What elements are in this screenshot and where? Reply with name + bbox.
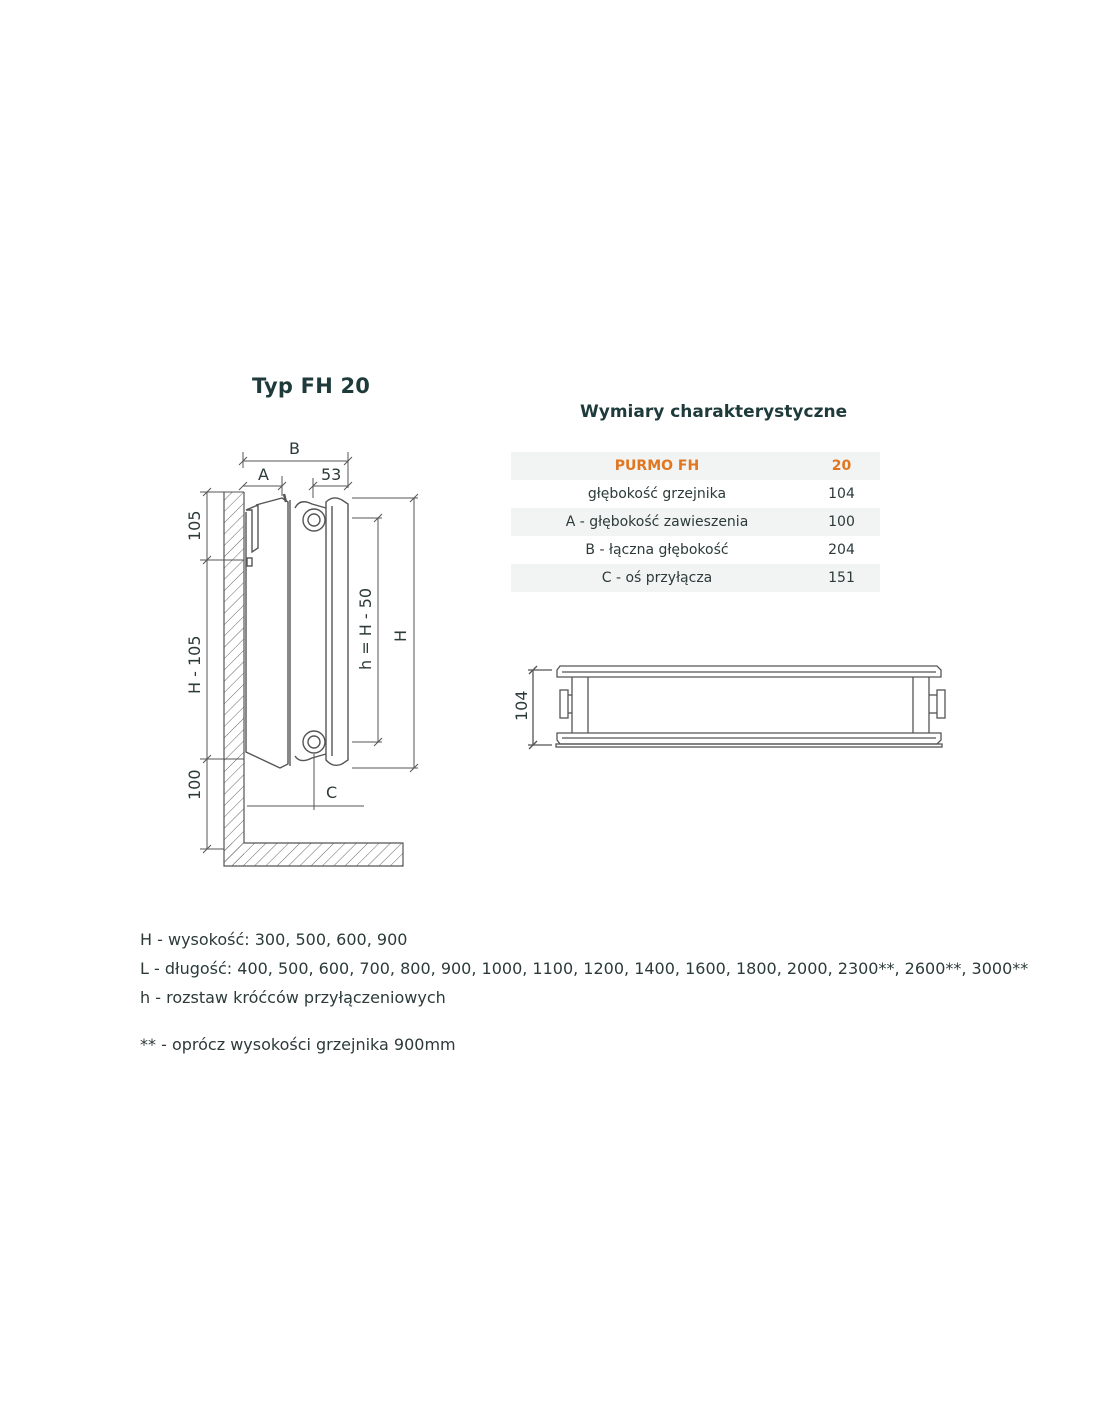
- row-param: B - łączna głębokość: [585, 542, 729, 558]
- header-product: PURMO FH: [614, 458, 700, 474]
- dimensions-table: [511, 452, 880, 592]
- label-h: H: [391, 629, 410, 642]
- row-param: A - głębokość zawieszenia: [565, 514, 749, 530]
- radiator-top-view: [528, 666, 945, 749]
- table-header-row: [511, 452, 880, 480]
- diagram-title: Typ FH 20: [252, 374, 371, 398]
- row-param: C - oś przyłącza: [601, 570, 713, 586]
- note-height: H - wysokość: 300, 500, 600, 900: [140, 930, 408, 949]
- label-a: A: [258, 465, 269, 484]
- note-length: L - długość: 400, 500, 600, 700, 800, 900, 1000, 1100, 1200, 1400, 1600, 1800, 2000, 2300**, 2600**, 3000**: [140, 959, 1029, 978]
- table-row: [511, 536, 880, 564]
- row-value: 151: [828, 570, 855, 586]
- row-value: 204: [828, 542, 855, 558]
- header-type: 20: [831, 458, 852, 474]
- label-h-eq: h = H - 50: [356, 587, 375, 670]
- label-105: 105: [185, 510, 204, 541]
- radiator-side-view: [246, 494, 348, 768]
- notes-block: [140, 925, 1028, 1059]
- label-b: B: [289, 439, 300, 458]
- label-53: 53: [321, 465, 342, 484]
- row-value: 100: [828, 514, 855, 530]
- table-title: Wymiary charakterystyczne: [580, 402, 848, 422]
- label-h-105: H - 105: [185, 635, 204, 694]
- row-value: 104: [828, 486, 855, 502]
- table-row: [511, 564, 880, 592]
- row-param: głębokość grzejnika: [587, 486, 727, 502]
- label-100: 100: [185, 769, 204, 800]
- label-104: 104: [512, 690, 531, 721]
- table-row: [511, 508, 880, 536]
- note-footnote: ** - oprócz wysokości grzejnika 900mm: [140, 1035, 456, 1054]
- table-row: [511, 480, 880, 508]
- label-c: C: [326, 783, 338, 802]
- note-spacing: h - rozstaw króćców przyłączeniowych: [140, 988, 446, 1007]
